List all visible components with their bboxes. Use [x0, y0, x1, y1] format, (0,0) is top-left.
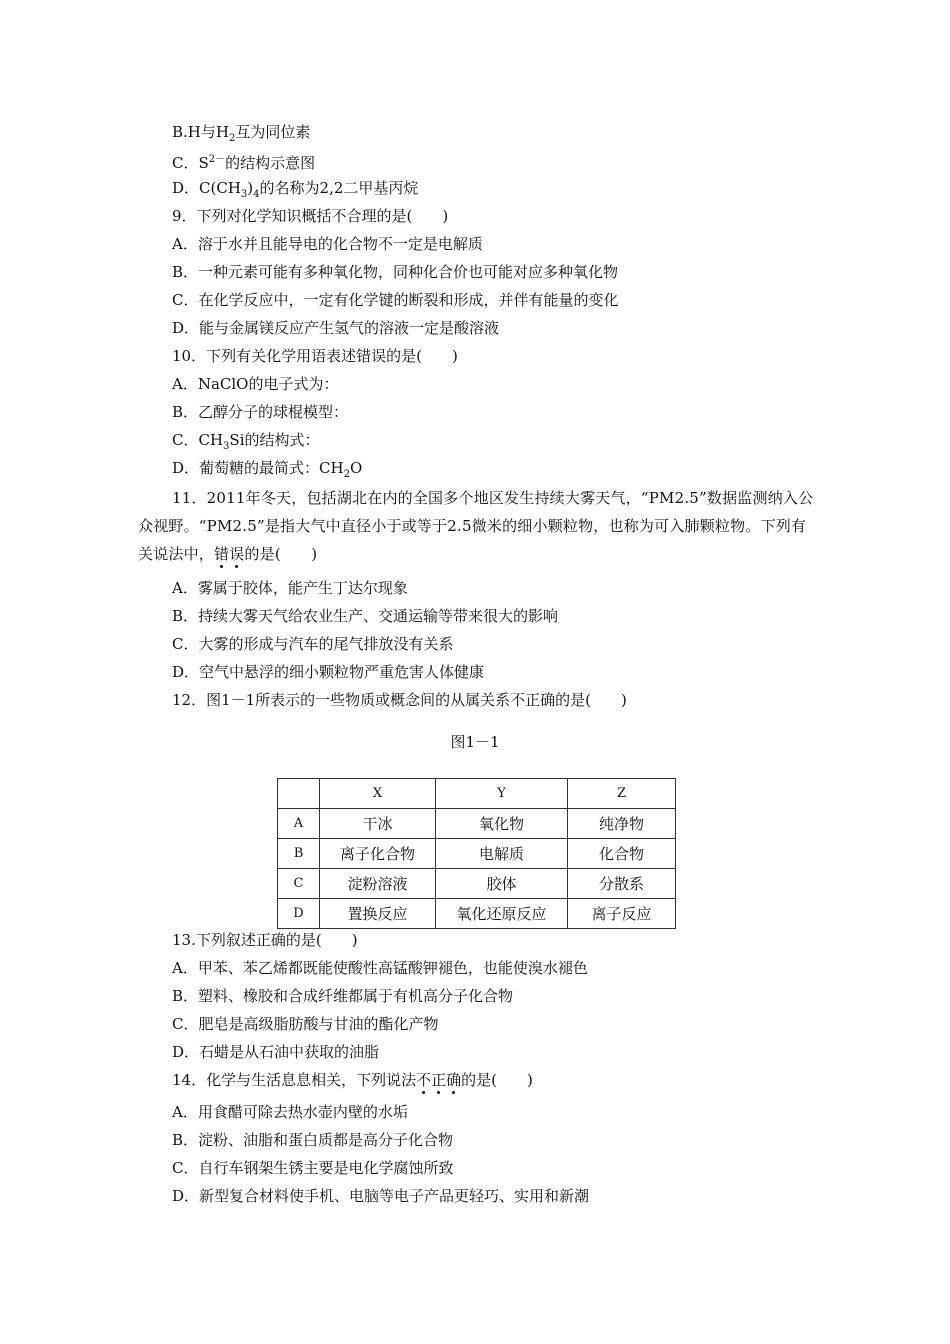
- table-header-cell: X: [320, 779, 436, 809]
- q9-option-a: A．溶于水并且能导电的化合物不一定是电解质: [172, 235, 483, 253]
- q10-option-b: B．乙醇分子的球棍模型：: [172, 403, 349, 421]
- table-cell: 胶体: [436, 869, 568, 899]
- relationship-table: [277, 778, 676, 929]
- q13-option-c: C．肥皂是高级脂肪酸与甘油的酯化产物: [172, 1015, 439, 1033]
- table-cell: 置换反应: [320, 899, 436, 929]
- emphasis-mark: 正: [431, 1071, 447, 1089]
- table-cell: 离子反应: [568, 899, 676, 929]
- emphasis-mark: 不: [416, 1071, 432, 1089]
- q11-option-c: C．大雾的形成与汽车的尾气排放没有关系: [172, 635, 454, 653]
- q9-option-b: B．一种元素可能有多种氧化物，同种化合价也可能对应多种氧化物: [172, 263, 619, 281]
- table-row: [278, 839, 676, 869]
- q11-option-d: D．空气中悬浮的细小颗粒物严重危害人体健康: [172, 663, 485, 681]
- table-cell: 分散系: [568, 869, 676, 899]
- table-header-cell: [278, 779, 320, 809]
- table-cell: 化合物: [568, 839, 676, 869]
- figure-caption: 图1－1: [450, 733, 500, 751]
- table-cell: 纯净物: [568, 809, 676, 839]
- table-row: [278, 899, 676, 929]
- q8-option-b: B.H与$H_2$互为同位素: [172, 123, 311, 144]
- emphasis-mark: 误: [229, 545, 245, 563]
- q10-option-d: D．葡萄糖的最简式：$CH_2O$: [172, 459, 363, 480]
- q10-stem: 10．下列有关化学用语表述错误的是( ): [172, 347, 458, 365]
- q8-option-c: C．$S^{2-}$的结构示意图: [172, 154, 316, 172]
- q13-option-a: A．甲苯、苯乙烯都既能使酸性高锰酸钾褪色，也能使溴水褪色: [172, 959, 588, 977]
- q14-option-c: C．自行车钢架生锈主要是电化学腐蚀所致: [172, 1159, 454, 1177]
- q11-option-b: B．持续大雾天气给农业生产、交通运输等带来很大的影响: [172, 607, 559, 625]
- q13-stem: 13.下列叙述正确的是( ): [172, 931, 358, 949]
- q10-option-a: A．NaClO的电子式为：: [172, 375, 339, 393]
- emphasis-mark: 错: [214, 545, 230, 563]
- table-row: [278, 809, 676, 839]
- q14-option-b: B．淀粉、油脂和蛋白质都是高分子化合物: [172, 1131, 454, 1149]
- q13-option-d: D．石蜡是从石油中获取的油脂: [172, 1043, 380, 1061]
- table-cell: 氧化物: [436, 809, 568, 839]
- table-cell: 氧化还原反应: [436, 899, 568, 929]
- q9-option-d: D．能与金属镁反应产生氢气的溶液一定是酸溶液: [172, 319, 500, 337]
- table-row: [278, 869, 676, 899]
- table-header-cell: Y: [436, 779, 568, 809]
- table-cell: 电解质: [436, 839, 568, 869]
- q9-stem: 9．下列对化学知识概括不合理的是( ): [172, 207, 449, 225]
- table-cell: 离子化合物: [320, 839, 436, 869]
- q11-stem: 11．2011年冬天，包括湖北在内的全国多个地区发生持续大雾天气，“PM2.5”数据监测纳入公众视野。“PM2.5”是指大气中直径小于或等于2.5微米的细小颗粒物，也称为可入肺颗粒物。下列有关说法中，错误的是( ): [138, 489, 814, 563]
- q14-option-d: D．新型复合材料使手机、电脑等电子产品更轻巧、实用和新潮: [172, 1187, 590, 1205]
- q9-option-c: C．在化学反应中，一定有化学键的断裂和形成，并伴有能量的变化: [172, 291, 619, 309]
- table-header-cell: Z: [568, 779, 676, 809]
- q11-option-a: A．雾属于胶体，能产生丁达尔现象: [172, 579, 408, 597]
- table-cell: C: [278, 869, 320, 899]
- q12-stem: 12．图1－1所表示的一些物质或概念间的从属关系不正确的是( ): [172, 691, 627, 709]
- table-header-row: [278, 779, 676, 809]
- q14-option-a: A．用食醋可除去热水壶内壁的水垢: [172, 1103, 408, 1121]
- q8-option-d: D．$C(CH_3)_4$的名称为2,2二甲基丙烷: [172, 179, 419, 200]
- q10-option-c: C．$CH_3Si$的结构式：: [172, 431, 320, 452]
- q13-option-b: B．塑料、橡胶和合成纤维都属于有机高分子化合物: [172, 987, 514, 1005]
- table-cell: 干冰: [320, 809, 436, 839]
- table-cell: B: [278, 839, 320, 869]
- table-cell: A: [278, 809, 320, 839]
- emphasis-mark: 确: [446, 1071, 462, 1089]
- table-cell: D: [278, 899, 320, 929]
- table-cell: 淀粉溶液: [320, 869, 436, 899]
- q14-stem: 14．化学与生活息息相关，下列说法不正确的是( ): [172, 1071, 533, 1089]
